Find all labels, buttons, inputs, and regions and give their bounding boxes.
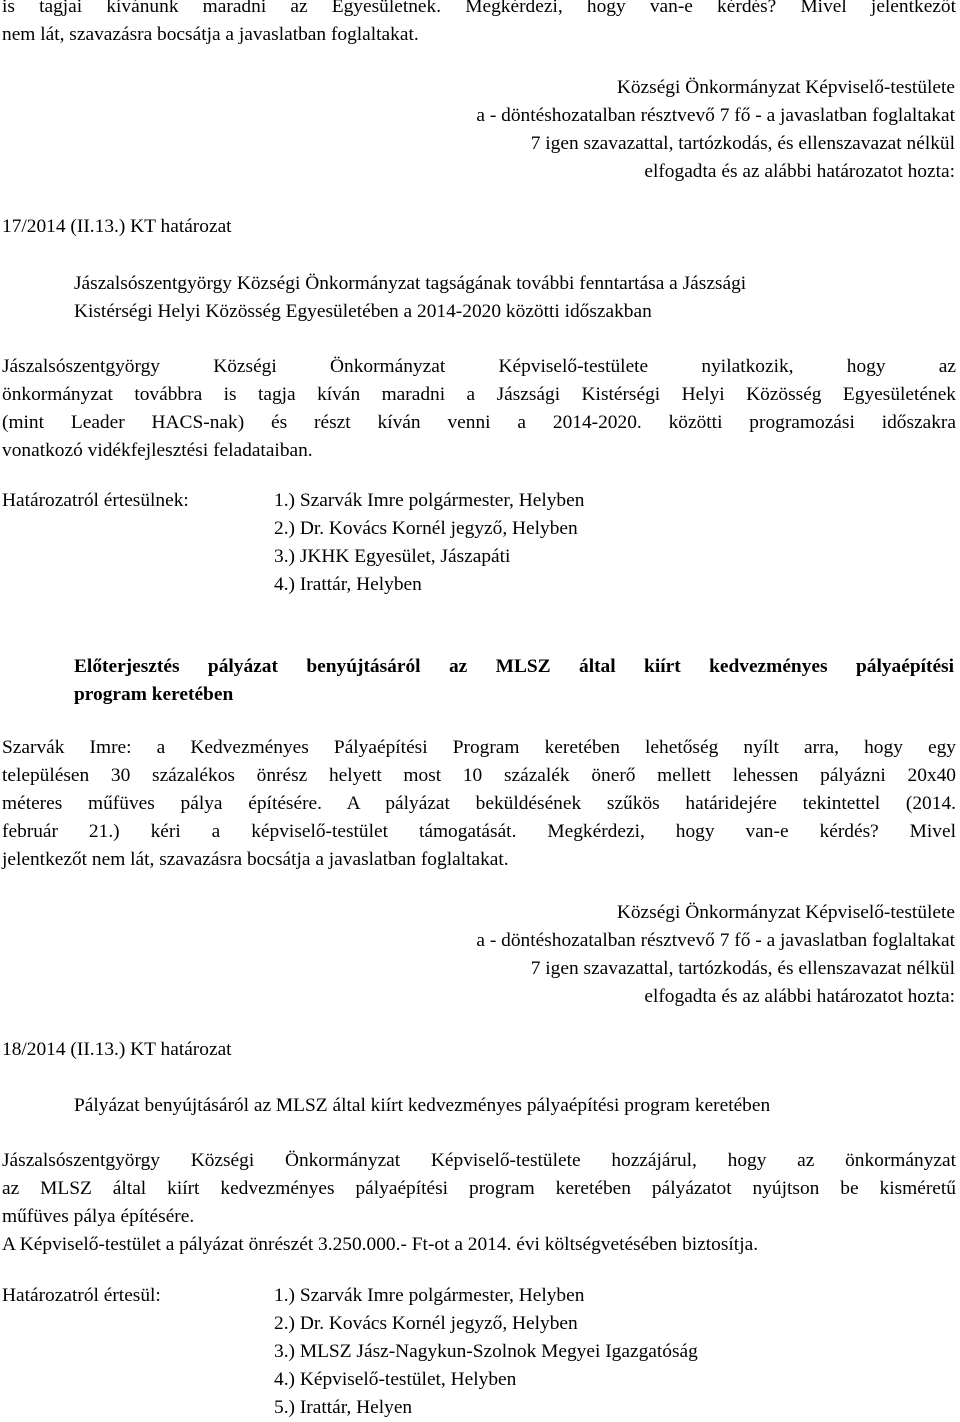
vote-line: 7 igen szavazattal, tartózkodás, és ellenszavazat nélkül (530, 133, 955, 154)
recipient-item: 3.) MLSZ Jász-Nagykun-Szolnok Megyei Igazgatóság (274, 1341, 698, 1362)
vote-line: Községi Önkormányzat Képviselő-testülete (616, 902, 955, 923)
recipients-label-2: Határozatról értesül: (2, 1285, 161, 1306)
body-line: Jászalsószentgyörgy Községi Önkormányzat Képviselő-testülete hozzájárul, hogy az önkormányzat (2, 1150, 956, 1171)
vote-statement-1 (300, 74, 955, 186)
heading-line: Előterjesztés pályázat benyújtásáról az MLSZ által kiírt kedvezményes pályaépítési (74, 656, 954, 677)
budget-line: A Képviselő-testület a pályázat önrészét 3.250.000.- Ft-ot a 2014. évi költségvetésében biztosítja. (2, 1234, 759, 1255)
proposal-heading (74, 653, 954, 709)
intro-line: nem lát, szavazásra bocsátja a javaslatban foglaltakat. (2, 24, 419, 45)
body-line: településen 30 százalékos önrész helyett most 10 százalék önerő mellett lehessen pályázni 20x40 (2, 765, 956, 786)
intro-line: is tagjai kívánunk maradni az Egyesületnek. Megkérdezi, hogy van-e kérdés? Mivel jelentkezőt (2, 0, 956, 17)
body-line: önkormányzat továbbra is tagja kíván maradni a Jászsági Kistérségi Helyi Közösség Egyesületének (2, 384, 956, 405)
intro-paragraph-end (2, 21, 956, 49)
body-line: műfüves pálya építésére. (2, 1206, 195, 1227)
resolution-title-2: Pályázat benyújtásáról az MLSZ által kiírt kedvezményes pályaépítési program keretében (74, 1095, 771, 1116)
proposal-body (2, 734, 956, 874)
title-line: Kistérségi Helyi Közösség Egyesületében a 2014-2020 közötti időszakban (74, 301, 652, 322)
recipient-item: 5.) Irattár, Helyen (274, 1397, 413, 1418)
recipient-item: 2.) Dr. Kovács Kornél jegyző, Helyben (274, 1313, 578, 1334)
recipient-item: 3.) JKHK Egyesület, Jászapáti (274, 546, 511, 567)
recipients-list-2 (274, 1282, 698, 1422)
recipients-list-1 (274, 487, 584, 599)
heading-line: program keretében (74, 684, 234, 705)
body-line: Szarvák Imre: a Kedvezményes Pályaépítési Program keretében lehetőség nyílt arra, hogy egy (2, 737, 956, 758)
resolution-body-1 (2, 353, 956, 465)
body-line: az MLSZ által kiírt kedvezményes pályaépítési program keretében pályázatot nyújtson be kisméretű (2, 1178, 956, 1199)
resolution-number-2: 18/2014 (II.13.) KT határozat (2, 1039, 232, 1060)
vote-line: elfogadta és az alábbi határozatot hozta: (644, 161, 955, 182)
recipient-item: 1.) Szarvák Imre polgármester, Helyben (274, 490, 585, 511)
body-line: Jászalsószentgyörgy Községi Önkormányzat Képviselő-testülete nyilatkozik, hogy az (2, 356, 956, 377)
vote-line: a - döntéshozatalban résztvevő 7 fő - a javaslatban foglaltakat (476, 930, 955, 951)
body-line: jelentkezőt nem lát, szavazásra bocsátja a javaslatban foglaltakat. (2, 849, 509, 870)
vote-statement-2 (300, 899, 955, 1011)
intro-paragraph (2, 0, 956, 21)
vote-line: 7 igen szavazattal, tartózkodás, és ellenszavazat nélkül (530, 958, 955, 979)
resolution-title-1 (74, 270, 954, 326)
resolution-number-1: 17/2014 (II.13.) KT határozat (2, 216, 232, 237)
vote-line: elfogadta és az alábbi határozatot hozta: (644, 986, 955, 1007)
body-line: méteres műfüves pálya építésére. A pályázat beküldésének szűkös határidejére tekintettel (2014. (2, 793, 956, 814)
resolution-body-2 (2, 1147, 956, 1259)
title-line: Jászalsószentgyörgy Községi Önkormányzat tagságának további fenntartása a Jászsági (74, 273, 747, 294)
recipient-item: 4.) Képviselő-testület, Helyben (274, 1369, 517, 1390)
recipient-item: 1.) Szarvák Imre polgármester, Helyben (274, 1285, 585, 1306)
recipient-item: 2.) Dr. Kovács Kornél jegyző, Helyben (274, 518, 578, 539)
body-line: február 21.) kéri a képviselő-testület támogatását. Megkérdezi, hogy van-e kérdés? Mivel (2, 821, 956, 842)
body-line: vonatkozó vidékfejlesztési feladataiban. (2, 440, 313, 461)
vote-line: a - döntéshozatalban résztvevő 7 fő - a javaslatban foglaltakat (476, 105, 955, 126)
vote-line: Községi Önkormányzat Képviselő-testülete (616, 77, 955, 98)
body-line: (mint Leader HACS-nak) és részt kíván venni a 2014-2020. közötti programozási időszakra (2, 412, 956, 433)
recipients-label-1: Határozatról értesülnek: (2, 490, 189, 511)
recipient-item: 4.) Irattár, Helyben (274, 574, 422, 595)
